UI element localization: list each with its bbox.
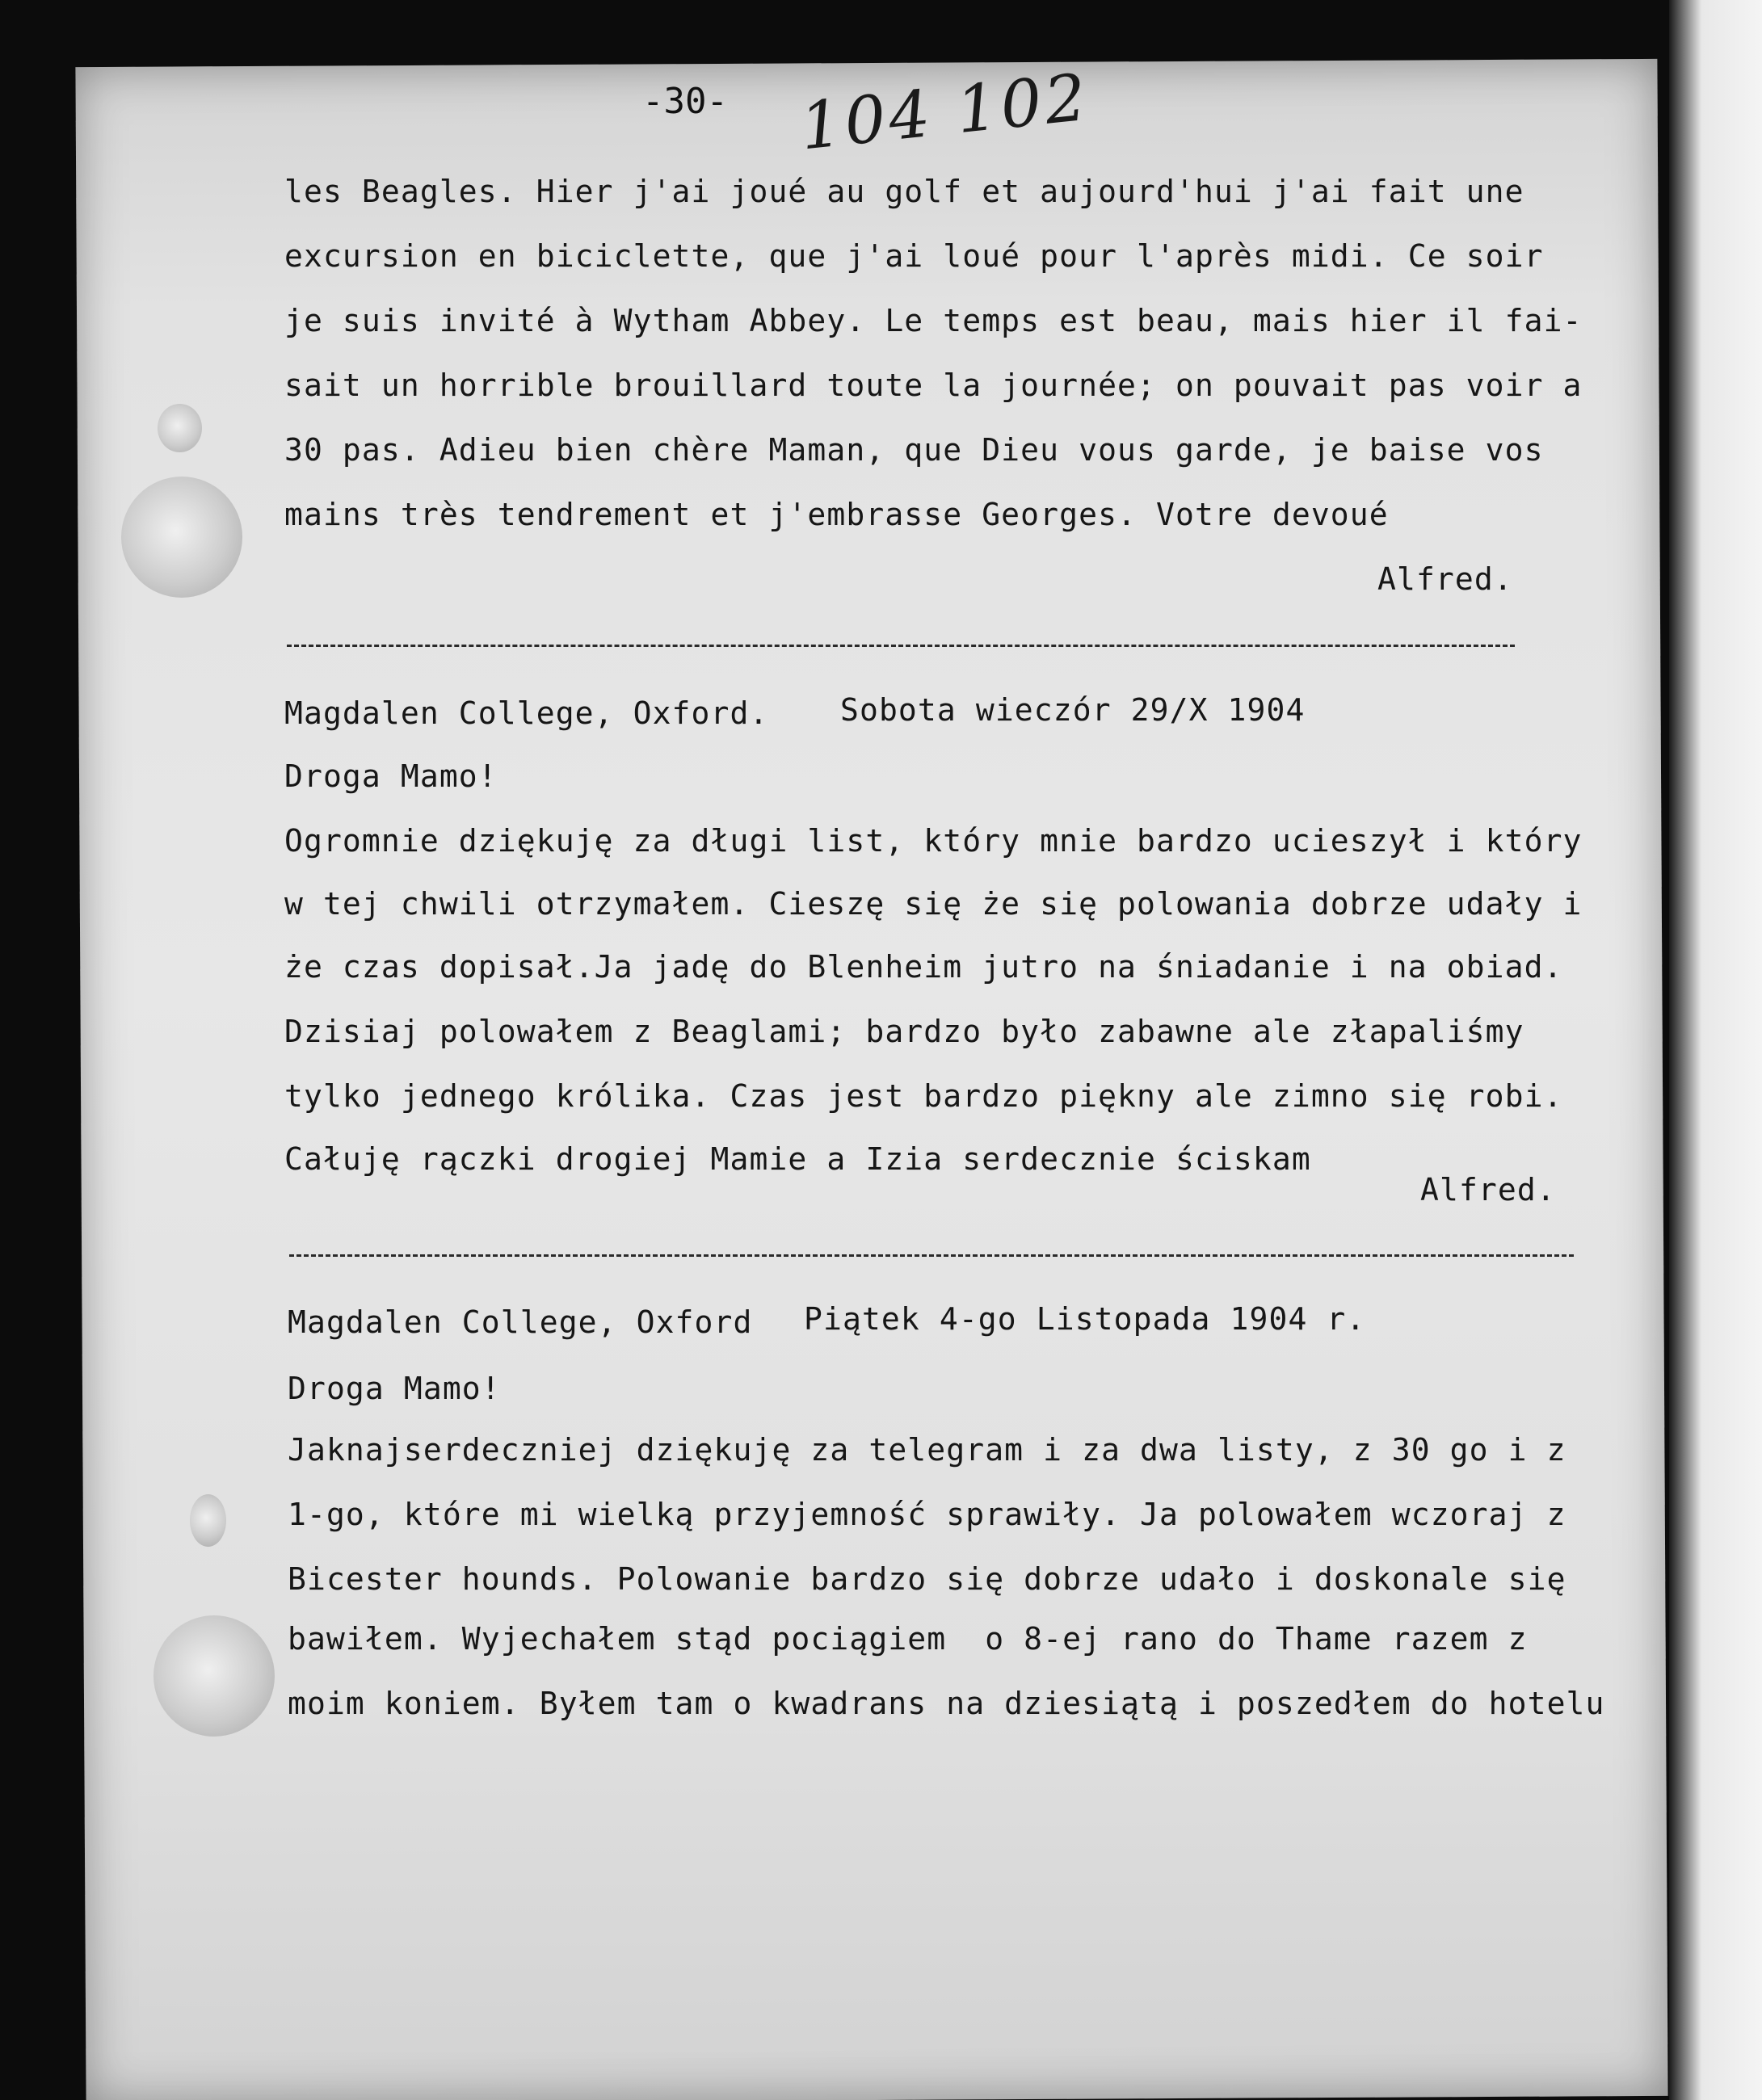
letter3-line-2: 1-go, które mi wielką przyjemność sprawiły. Ja polowałem wczoraj z (288, 1497, 1566, 1532)
section-divider (287, 645, 1515, 647)
letter3-place: Magdalen College, Oxford (288, 1304, 753, 1340)
letter3-line-1: Jaknajserdeczniej dziękuję za telegram i za dwa listy, z 30 go i z (288, 1432, 1566, 1468)
section-divider (289, 1254, 1574, 1257)
letter3-salutation: Droga Mamo! (288, 1371, 501, 1406)
archive-number: 104 102 (797, 59, 1093, 165)
letter3-line-5: moim koniem. Byłem tam o kwadrans na dziesiątą i poszedłem do hotelu (288, 1686, 1605, 1721)
scan-edge (1669, 0, 1762, 2100)
letter1-line-5: 30 pas. Adieu bien chère Maman, que Dieu vous garde, je baise vos (284, 432, 1544, 468)
punch-hole (158, 404, 202, 452)
letter2-salutation: Droga Mamo! (284, 758, 498, 794)
letter1-line-3: je suis invité à Wytham Abbey. Le temps est beau, mais hier il fai- (284, 303, 1583, 338)
letter3-date: Piątek 4-go Listopada 1904 r. (804, 1301, 1366, 1337)
letter2-line-6: Całuję rączki drogiej Mamie a Izia serdecznie ściskam (284, 1141, 1311, 1177)
letter1-line-2: excursion en biciclette, que j'ai loué pour l'après midi. Ce soir (284, 238, 1544, 274)
letter1-line-4: sait un horrible brouillard toute la journée; on pouvait pas voir a (284, 368, 1583, 403)
letter2-line-4: Dzisiaj polowałem z Beaglami; bardzo było zabawne ale złapaliśmy (284, 1014, 1524, 1049)
letter3-line-4: bawiłem. Wyjechałem stąd pociągiem o 8-ej rano do Thame razem z (288, 1621, 1528, 1657)
letter1-signature: Alfred. (1377, 561, 1513, 597)
page-number: -30- (642, 81, 728, 122)
letter2-place: Magdalen College, Oxford. (284, 695, 769, 731)
punch-hole (121, 477, 242, 598)
letter1-line-6: mains très tendrement et j'embrasse Georges. Votre devoué (284, 497, 1389, 532)
letter2-line-5: tylko jednego królika. Czas jest bardzo piękny ale zimno się robi. (284, 1078, 1563, 1114)
letter2-signature: Alfred. (1420, 1172, 1556, 1208)
punch-hole (190, 1494, 226, 1547)
letter2-line-2: w tej chwili otrzymałem. Cieszę się że się polowania dobrze udały i (284, 886, 1583, 922)
letter3-line-3: Bicester hounds. Polowanie bardzo się dobrze udało i doskonale się (288, 1561, 1566, 1597)
letter1-line-1: les Beagles. Hier j'ai joué au golf et aujourd'hui j'ai fait une (284, 174, 1524, 209)
letter2-line-1: Ogromnie dziękuję za długi list, który mnie bardzo ucieszył i który (284, 823, 1583, 859)
punch-hole (153, 1615, 275, 1737)
letter2-line-3: że czas dopisał.Ja jadę do Blenheim jutro na śniadanie i na obiad. (284, 949, 1563, 985)
letter2-date: Sobota wieczór 29/X 1904 (840, 692, 1306, 728)
